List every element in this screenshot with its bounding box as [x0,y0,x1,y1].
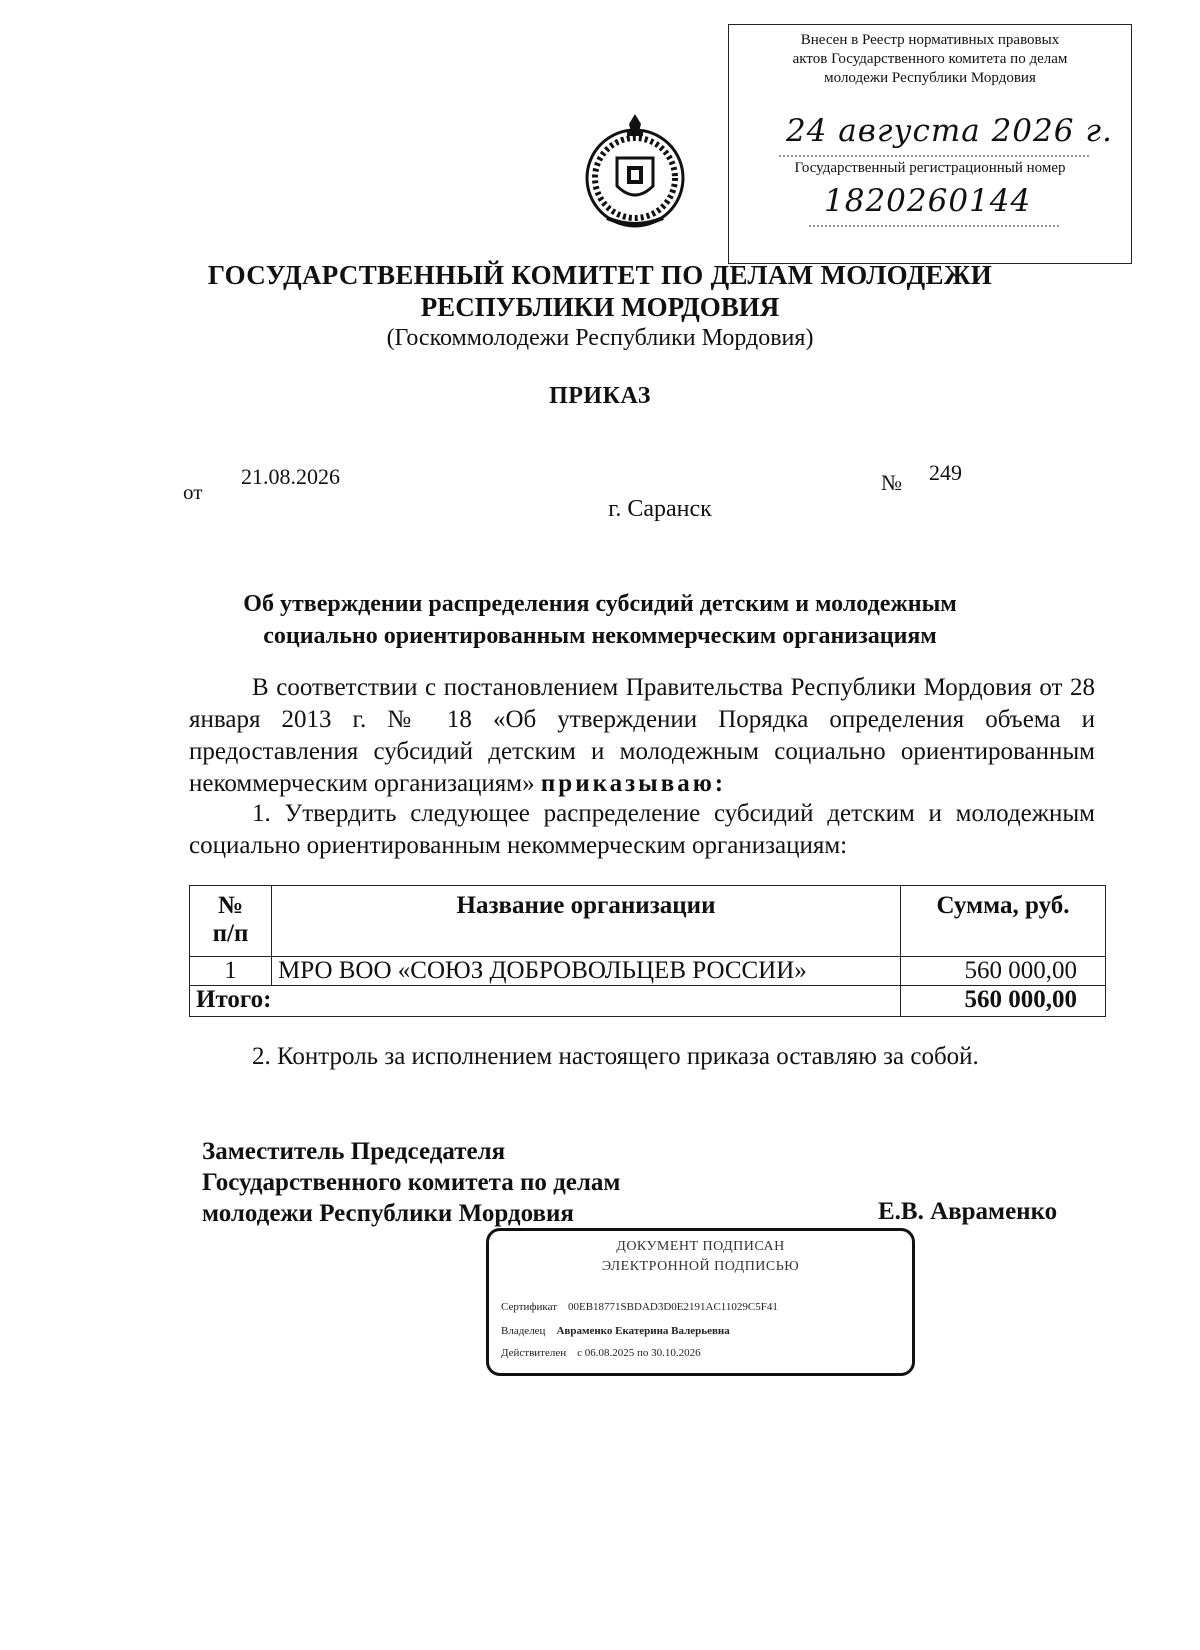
header-number [190,886,272,957]
signatory-name: Е.В. Авраменко [878,1198,1058,1225]
preamble-text: В соответствии с постановлением Правительства Республики Мордовия от 28 января 2013 г. № 18 «Об утверждении Порядка определения объема и предоставления субсидий детским и молодежным социально ориентированным некоммерческим организациям» [189,674,1095,797]
registry-line-2: актов Государственного комитета по делам [792,51,1068,67]
document-type: ПРИКАЗ [549,383,651,409]
row-organization: МРО ВОО «СОЮЗ ДОБРОВОЛЬЦЕВ РОССИИ» [272,957,901,986]
header-organization: Название организации [272,886,901,957]
owner-label: Владелец [501,1325,546,1337]
header-number-line-1: № [217,892,244,919]
coat-of-arms-icon [577,108,693,234]
signatory-position [202,1136,620,1229]
esignature-owner [501,1325,730,1337]
number-sign: № [881,470,902,495]
date-prefix: от [183,480,203,504]
esignature-title-1: ДОКУМЕНТ ПОДПИСАН [616,1239,785,1254]
certificate-label: Сертификат [501,1301,557,1313]
registry-stamp [728,24,1132,264]
signatory-line-3: молодежи Республики Мордовия [202,1200,574,1227]
validity-label: Действителен [501,1347,567,1359]
organization-title-line-2: РЕСПУБЛИКИ МОРДОВИЯ [420,292,780,322]
signatory-line-1: Заместитель Председателя [202,1138,506,1165]
order-word: приказываю: [540,770,727,797]
esignature-certificate [501,1301,778,1313]
registry-number-underline [809,221,1069,231]
table-total-row [190,986,1106,1017]
city: г. Саранск [608,496,712,522]
esignature-title [489,1237,912,1277]
validity-value: с 06.08.2025 по 30.10.2026 [577,1347,701,1359]
row-sum: 560 000,00 [901,957,1106,986]
electronic-signature-stamp [486,1228,915,1376]
total-value: 560 000,00 [901,986,1106,1017]
certificate-value: 00EB18771SBDAD3D0E2191AC11029C5F41 [568,1301,778,1313]
subject-line-1: Об утверждении распределения субсидий детским и молодежным [243,591,957,617]
document-date: 21.08.2026 [241,464,340,489]
organization-title-line-1: ГОСУДАРСТВЕННЫЙ КОМИТЕТ ПО ДЕЛАМ МОЛОДЕЖИ [207,260,993,290]
esignature-validity [501,1347,701,1359]
table-header-row [190,886,1106,957]
item-2-paragraph: 2. Контроль за исполнением настоящего приказа оставляю за собой. [252,1043,979,1070]
subject-line-2: социально ориентированным некоммерческим организациям [263,623,937,649]
header-sum: Сумма, руб. [901,886,1106,957]
esignature-title-2: ЭЛЕКТРОННОЙ ПОДПИСЬЮ [601,1259,800,1274]
preamble-paragraph [189,672,1095,800]
registry-line-1: Внесен в Реестр нормативных правовых [800,32,1060,48]
registry-number-handwritten: 1820260144 [824,183,1032,219]
row-number: 1 [190,957,272,986]
signatory-line-2: Государственного комитета по делам [202,1169,621,1196]
document-number: 249 [929,460,962,485]
registry-number-label: Государственный регистрационный номер [794,160,1066,176]
registry-date-handwritten: 24 августа 2026 г. [786,113,1113,149]
total-label: Итого: [190,986,901,1017]
document-subject [0,588,1200,652]
header-number-line-2: п/п [212,920,249,947]
owner-value: Авраменко Екатерина Валерьевна [556,1325,730,1337]
registry-stamp-text [729,31,1131,88]
table-row [190,957,1106,986]
item-1-paragraph: 1. Утвердить следующее распределение субсидий детским и молодежным социально ориентированным некоммерческим организациям: [189,800,1095,859]
organization-short-name: (Госкоммолодежи Республики Мордовия) [386,325,814,351]
registry-line-3: молодежи Республики Мордовия [824,70,1036,86]
subsidy-table [189,885,1106,1017]
